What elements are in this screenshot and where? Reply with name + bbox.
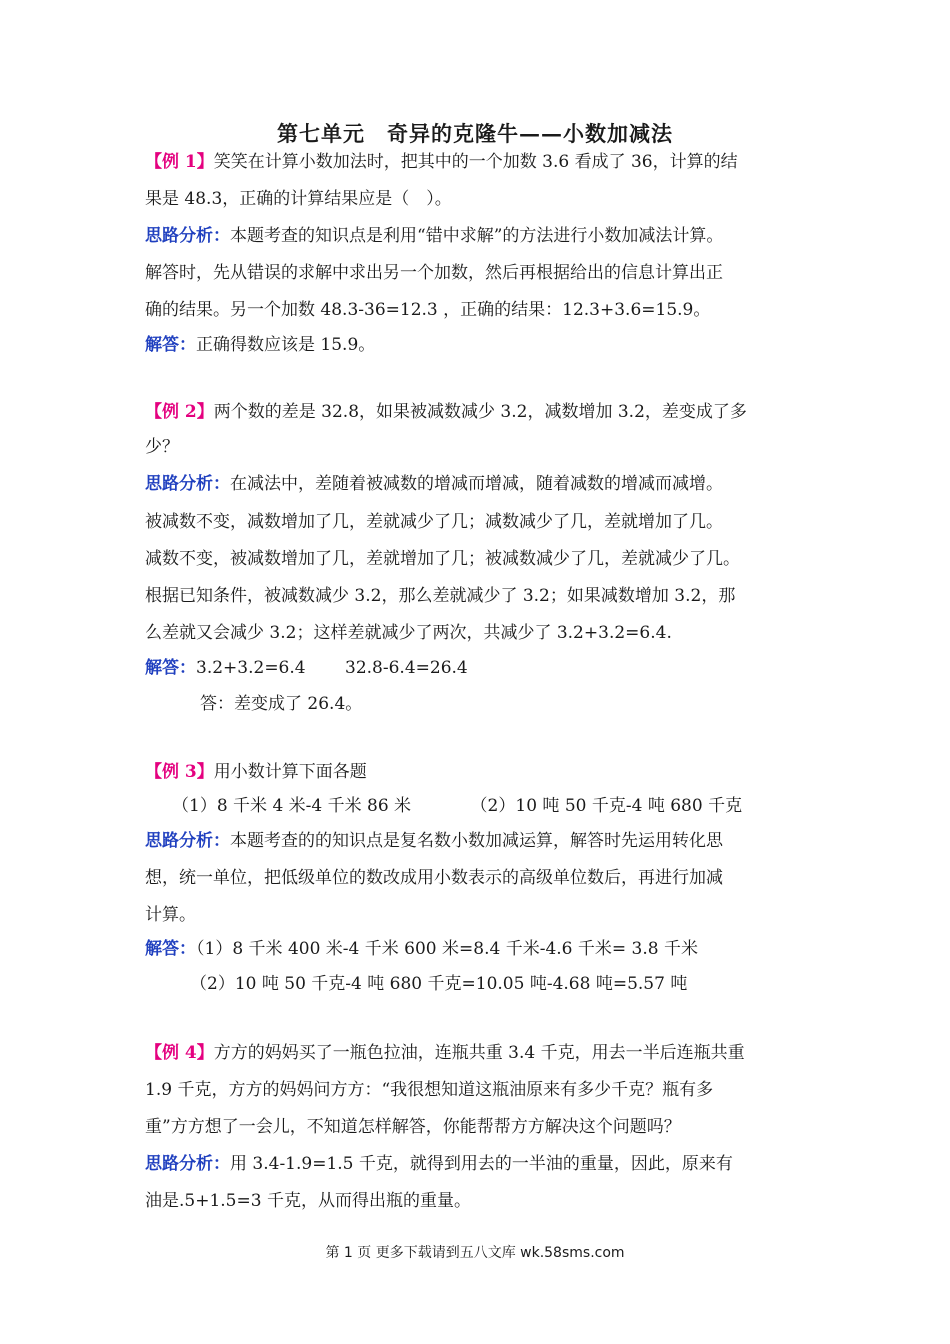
- ex2-question-line-2: 少？: [145, 437, 179, 457]
- ex1-analysis-line: [145, 224, 825, 248]
- ex2-analysis-line: [145, 472, 825, 496]
- ex3-answer-line: [145, 937, 825, 961]
- ex4-question-line-2: 1.9 千克，方方的妈妈问方方：“我很想知道这瓶油原来有多少千克？瓶有多: [145, 1080, 714, 1100]
- ex1-analysis-line-2: 解答时，先从错误的求解中求出另一个加数，然后再根据给出的信息计算出正: [145, 263, 723, 283]
- ex3-answer-text: （1）8 千米 400 米-4 千米 600 米=8.4 千米-4.6 千米= 3.8 千米: [196, 939, 698, 959]
- ex3-question-line-2: （1）8 千米 4 米-4 千米 86 米 （2）10 吨 50 千克-4 吨 680 千克: [172, 796, 743, 816]
- ex4-question-line: [145, 1041, 825, 1065]
- ex3-analysis-line-2: 想，统一单位，把低级单位的数改成用小数表示的高级单位数后，再进行加减: [145, 868, 723, 888]
- ex4-analysis-line: [145, 1152, 825, 1176]
- ex1-analysis-line-3: 确的结果。另一个加数 48.3-36=12.3 ，正确的结果：12.3+3.6=15.9。: [145, 300, 711, 320]
- ex4-question-line-3: 重”方方想了一会儿，不知道怎样解答，你能帮帮方方解决这个问题吗？: [145, 1117, 681, 1137]
- ex2-tag: 【例 2】: [145, 402, 214, 422]
- ex3-analysis-label: 思路分析：: [145, 831, 230, 851]
- ex3-analysis-line: [145, 829, 825, 853]
- page-title: 第七单元 奇异的克隆牛——小数加减法: [277, 121, 673, 146]
- ex2-answer-line-2: 答：差变成了 26.4。: [200, 694, 363, 714]
- ex1-analysis-text: 本题考查的知识点是利用“错中求解”的方法进行小数加减法计算。: [230, 226, 724, 246]
- ex1-answer-line: [145, 333, 825, 357]
- ex4-analysis-text: 用 3.4-1.9=1.5 千克，就得到用去的一半油的重量，因此，原来有: [230, 1154, 733, 1174]
- ex3-tag: 【例 3】: [145, 762, 214, 782]
- ex4-question-text: 方方的妈妈买了一瓶色拉油，连瓶共重 3.4 千克，用去一半后连瓶共重: [213, 1043, 745, 1063]
- ex2-analysis-line-4: 根据已知条件，被减数减少 3.2，那么差就减少了 3.2；如果减数增加 3.2，那: [145, 586, 736, 606]
- ex2-analysis-line-3: 减数不变，被减数增加了几，差就增加了几；被减数减少了几，差就减少了几。: [145, 549, 740, 569]
- ex3-question-text: 用小数计算下面各题: [213, 762, 367, 782]
- ex1-question-line: [145, 150, 825, 174]
- ex2-analysis-line-5: 么差就又会减少 3.2；这样差就减少了两次，共减少了 3.2+3.2=6.4.: [145, 623, 672, 643]
- ex4-analysis-label: 思路分析：: [145, 1154, 230, 1174]
- ex3-analysis-text: 本题考查的的知识点是复名数小数加减运算，解答时先运用转化思: [230, 831, 723, 851]
- ex1-question-text: 笑笑在计算小数加法时，把其中的一个加数 3.6 看成了 36，计算的结: [213, 152, 738, 172]
- ex2-analysis-label: 思路分析：: [145, 474, 230, 494]
- ex2-question-line: [145, 400, 825, 424]
- ex3-analysis-line-3: 计算。: [145, 905, 196, 925]
- ex2-analysis-text: 在减法中，差随着被减数的增减而增减，随着减数的增减而减增。: [230, 474, 723, 494]
- ex1-tag: 【例 1】: [145, 152, 214, 172]
- ex1-question-line-2: 果是 48.3，正确的计算结果应是（ ）。: [145, 189, 452, 209]
- ex2-analysis-line-2: 被减数不变，减数增加了几，差就减少了几；减数减少了几，差就增加了几。: [145, 512, 723, 532]
- ex3-answer-label: 解答：: [145, 939, 196, 959]
- ex4-tag: 【例 4】: [145, 1043, 214, 1063]
- ex4-analysis-line-2: 油是.5+1.5=3 千克，从而得出瓶的重量。: [145, 1191, 471, 1211]
- page-footer: 第 1 页 更多下载请到五八文库 wk.58sms.com: [325, 1245, 625, 1261]
- ex3-answer-line-2: （2）10 吨 50 千克-4 吨 680 千克=10.05 吨-4.68 吨=5.57 吨: [190, 974, 688, 994]
- ex2-answer-label: 解答：: [145, 658, 196, 678]
- ex1-analysis-label: 思路分析：: [145, 226, 230, 246]
- ex2-question-text: 两个数的差是 32.8，如果被减数减少 3.2，减数增加 3.2，差变成了多: [213, 402, 747, 422]
- ex1-answer-label: 解答：: [145, 335, 196, 355]
- ex2-answer-line: [145, 656, 825, 680]
- ex3-question-line: [145, 760, 825, 784]
- ex2-answer-text: 3.2+3.2=6.4 32.8-6.4=26.4: [196, 658, 468, 678]
- ex1-answer-text: 正确得数应该是 15.9。: [196, 335, 376, 355]
